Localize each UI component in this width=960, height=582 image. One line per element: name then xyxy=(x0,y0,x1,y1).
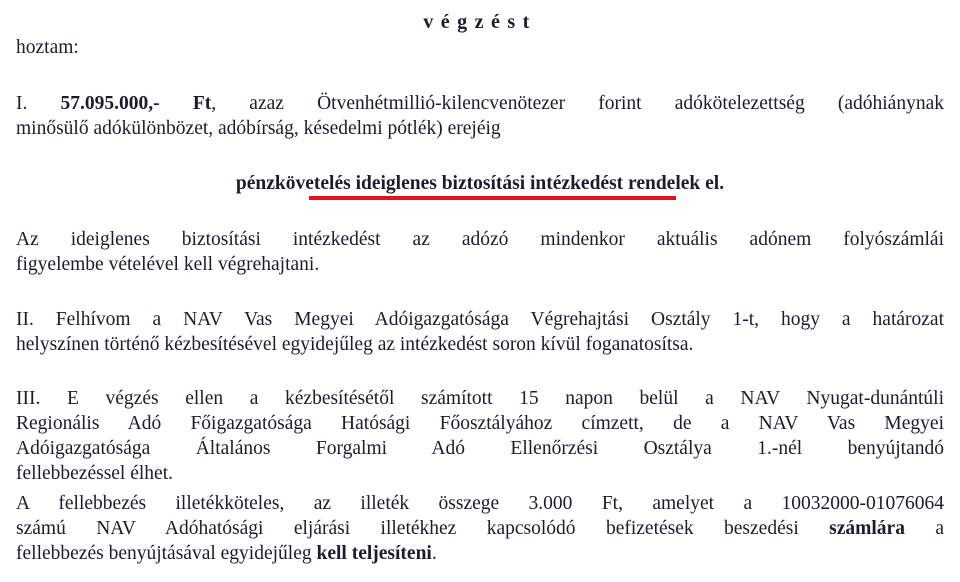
section2-line2: helyszínen történő kézbesítésével egyidejűleg az intézkedést soron kívül foganatosítsa. xyxy=(16,334,694,355)
section1-line1-rest: , azaz Ötvenhétmillió-kilencvenötezer forint adókötelezettség (adóhiánynak xyxy=(211,93,944,114)
fee-line3-text: fellebbezés benyújtásával egyidejűleg xyxy=(16,543,317,564)
section2-line1: II. Felhívom a NAV Vas Megyei Adóigazgatósága Végrehajtási Osztály 1-t, hogy a határozat xyxy=(16,309,944,330)
section3-line4: fellebbezéssel élhet. xyxy=(16,463,173,484)
section3-line3: Adóigazgatósága Általános Forgalmi Adó Ellenőrzési Osztálya 1.-nél benyújtandó xyxy=(16,438,944,459)
intro-text: hoztam: xyxy=(16,37,79,58)
must-pay-text: kell teljesíteni xyxy=(316,543,432,564)
section1-line2: minősülő adókülönbözet, adóbírság, késedelmi pótlék) erejéig xyxy=(16,118,501,139)
fee-line2-end: a xyxy=(904,518,944,539)
amount-text: 57.095.000,- Ft xyxy=(60,93,212,114)
fee-line3 xyxy=(16,542,944,566)
fee-line3-end: . xyxy=(431,543,437,564)
section1-line1 xyxy=(16,92,944,116)
section1-prefix: I. xyxy=(16,93,61,114)
document-heading: végzést xyxy=(423,11,537,33)
note-line2: figyelembe vételével kell végrehajtani. xyxy=(16,254,320,275)
fee-line1: A fellebbezés illetékköteles, az illeték összege 3.000 Ft, amelyet a 10032000-01076064 xyxy=(16,493,944,514)
section3-line2: Regionális Adó Főigazgatósága Hatósági Főosztályához címzett, de a NAV Vas Megyei xyxy=(16,413,944,434)
note-line1: Az ideiglenes biztosítási intézkedést az adózó mindenkor aktuális adónem folyószámlái xyxy=(16,229,944,250)
red-underline-highlight xyxy=(309,196,676,200)
section3-line1: III. E végzés ellen a kézbesítésétől számított 15 napon belül a NAV Nyugat-dunántúli xyxy=(16,388,944,409)
account-word: számlára xyxy=(829,518,905,539)
decision-text: pénzkövetelés ideiglenes biztosítási intézkedést rendelek el. xyxy=(235,173,725,194)
fee-line2 xyxy=(16,517,944,541)
fee-line2-text: számú NAV Adóhatósági eljárási illetékhez kapcsolódó befizetések beszedési xyxy=(16,518,830,539)
